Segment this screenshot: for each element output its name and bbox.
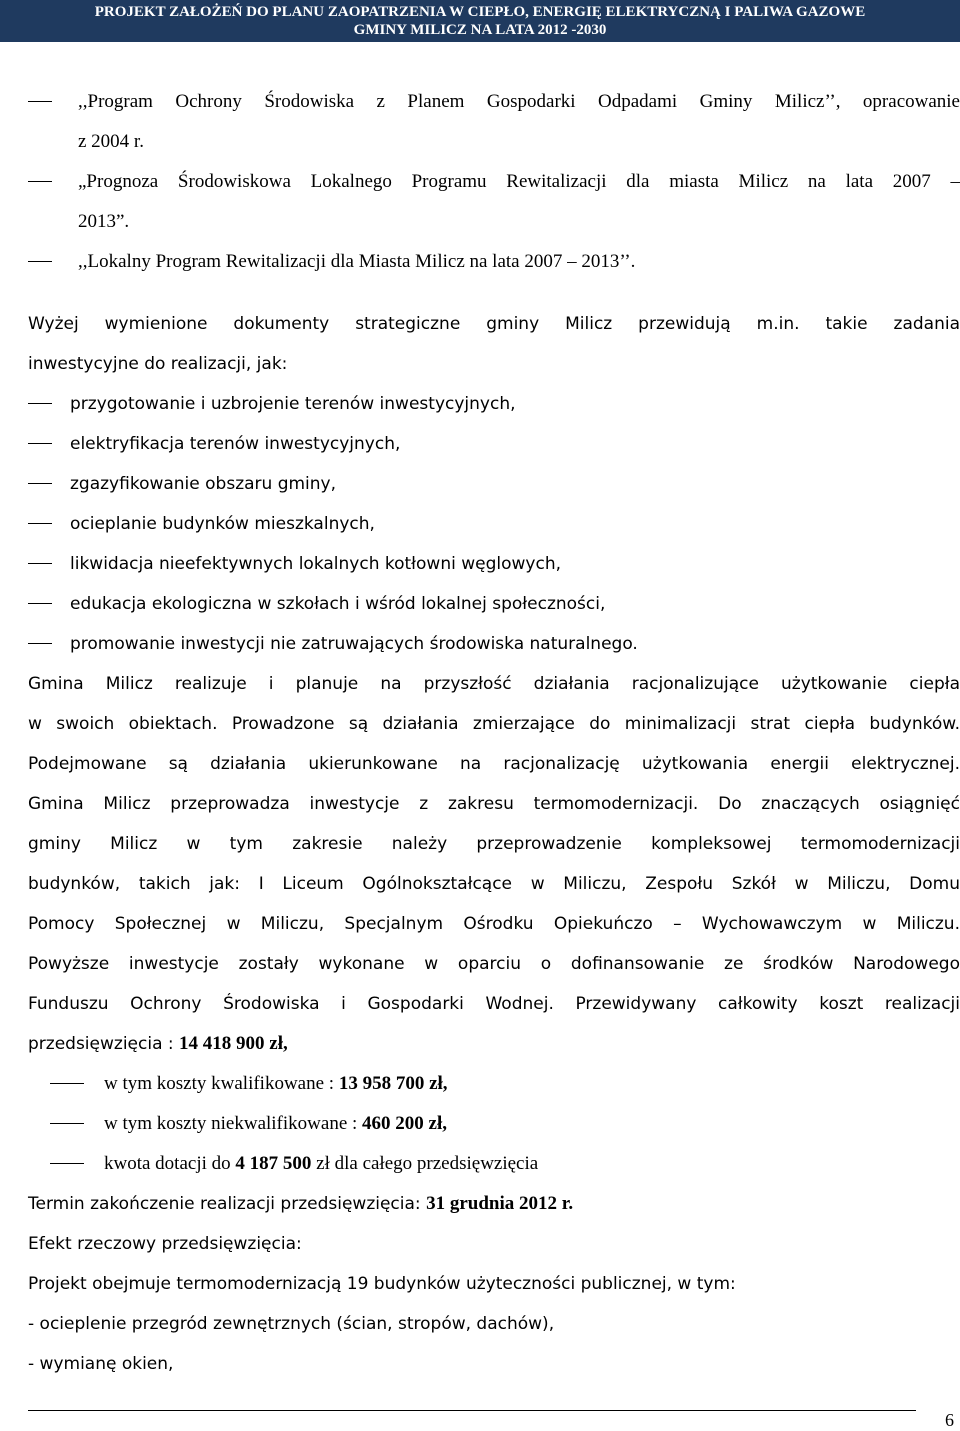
page-number: 6 <box>945 1410 954 1430</box>
dash-bullet-icon <box>28 443 52 444</box>
dash-bullet-icon <box>28 603 52 604</box>
task-item: promowanie inwestycji nie zatruwających środowiska naturalnego. <box>28 624 960 664</box>
paragraph-line: Gmina Milicz przeprowadza inwestycje z zakresu termomodernizacji. Do znaczących osiągnięć <box>28 794 960 814</box>
list-item: ,,Program Ochrony Środowiska z Planem Gospodarki Odpadami Gminy Milicz’’, opracowanie <box>28 82 960 122</box>
project-line: Projekt obejmuje termomodernizacją 19 budynków użyteczności publicznej, w tym: <box>28 1274 736 1294</box>
task-item: przygotowanie i uzbrojenie terenów inwestycyjnych, <box>28 384 960 424</box>
dash-bullet-icon <box>50 1163 84 1164</box>
cost-item: kwota dotacji do 4 187 500 zł dla całego przedsięwzięcia <box>28 1144 960 1184</box>
total-cost-line <box>28 1024 960 1064</box>
paragraph-line: gminy Milicz w tym zakresie należy przeprowadzenie kompleksowej termomodernizacji <box>28 834 960 854</box>
effect-label: Efekt rzeczowy przedsięwzięcia: <box>28 1234 302 1254</box>
cost-value: 4 187 500 <box>235 1153 312 1174</box>
paragraph-line: Podejmowane są działania ukierunkowane na racjonalizację użytkowania energii elektrycznej. <box>28 754 960 774</box>
cost-value: 13 958 700 zł, <box>338 1073 448 1094</box>
header-title-line2: GMINY MILICZ NA LATA 2012 -2030 <box>353 22 607 38</box>
page-content <box>28 82 960 1384</box>
cost-item: w tym koszty niekwalifikowane : 460 200 zł, <box>28 1104 960 1144</box>
paragraph-line: Gmina Milicz realizuje i planuje na przyszłość działania racjonalizujące użytkowanie ciepła <box>28 674 960 694</box>
list-item-continuation: z 2004 r. <box>78 131 144 152</box>
documents-list <box>28 82 960 282</box>
list-item: ,,Lokalny Program Rewitalizacji dla Miasta Milicz na lata 2007 – 2013’’. <box>28 242 960 282</box>
dash-bullet-icon <box>28 643 52 644</box>
task-item: zgazyfikowanie obszaru gminy, <box>28 464 960 504</box>
task-item: edukacja ekologiczna w szkołach i wśród lokalnej społeczności, <box>28 584 960 624</box>
dash-bullet-icon <box>50 1123 84 1124</box>
paragraph-line: Funduszu Ochrony Środowiska i Gospodarki Wodnej. Przewidywany całkowity koszt realizacji <box>28 994 960 1014</box>
paragraph-line: Pomocy Społecznej w Miliczu, Specjalnym Ośrodku Opiekuńczo – Wychowawczym w Miliczu. <box>28 914 960 934</box>
dash-bullet-icon <box>28 181 52 182</box>
dash-bullet-icon <box>28 101 52 102</box>
dash-bullet-icon <box>28 403 52 404</box>
main-paragraph <box>28 664 960 1064</box>
total-cost-label: przedsięwzięcia : <box>28 1034 180 1054</box>
task-item: ocieplanie budynków mieszkalnych, <box>28 504 960 544</box>
deadline-label: Termin zakończenie realizacji przedsięwzięcia: <box>28 1194 427 1214</box>
paragraph-line: Powyższe inwestycje zostały wykonane w oparciu o dofinansowanie ze środków Narodowego <box>28 954 960 974</box>
paragraph-line: budynków, takich jak: I Liceum Ogólnokształcące w Miliczu, Zespołu Szkół w Miliczu, Domu <box>28 874 960 894</box>
cost-value: 460 200 zł, <box>362 1113 447 1134</box>
list-item-continuation: 2013”. <box>78 211 130 232</box>
deadline-value: 31 grudnia 2012 r. <box>426 1193 574 1214</box>
intro-line: Wyżej wymienione dokumenty strategiczne gminy Milicz przewidują m.in. takie zadania <box>28 314 960 334</box>
task-item: likwidacja nieefektywnych lokalnych kotłowni węglowych, <box>28 544 960 584</box>
dash-bullet-icon <box>28 261 52 262</box>
header-title-line1: PROJEKT ZAŁOŻEŃ DO PLANU ZAOPATRZENIA W CIEPŁO, ENERGIĘ ELEKTRYCZNĄ I PALIWA GAZOWE <box>94 4 866 20</box>
tasks-list <box>28 384 960 664</box>
paragraph-line: w swoich obiektach. Prowadzone są działania zmierzające do minimalizacji strat ciepła budynków. <box>28 714 960 734</box>
footer-rule <box>28 1410 916 1411</box>
intro-paragraph <box>28 304 960 384</box>
document-header <box>0 0 960 42</box>
dash-bullet-icon <box>50 1083 84 1084</box>
dash-bullet-icon <box>28 563 52 564</box>
deadline-line <box>28 1184 960 1224</box>
task-item: elektryfikacja terenów inwestycyjnych, <box>28 424 960 464</box>
dash-bullet-icon <box>28 483 52 484</box>
dash-bullet-icon <box>28 523 52 524</box>
total-cost-value: 14 418 900 zł, <box>179 1033 288 1054</box>
project-item: - wymianę okien, <box>28 1354 174 1374</box>
cost-item: w tym koszty kwalifikowane : 13 958 700 zł, <box>28 1064 960 1104</box>
project-item: - ocieplenie przegród zewnętrznych (ścian, stropów, dachów), <box>28 1314 555 1334</box>
cost-breakdown-list <box>28 1064 960 1184</box>
list-item: „Prognoza Środowiskowa Lokalnego Programu Rewitalizacji dla miasta Milicz na lata 2007 – <box>28 162 960 202</box>
intro-line: inwestycyjne do realizacji, jak: <box>28 354 288 374</box>
